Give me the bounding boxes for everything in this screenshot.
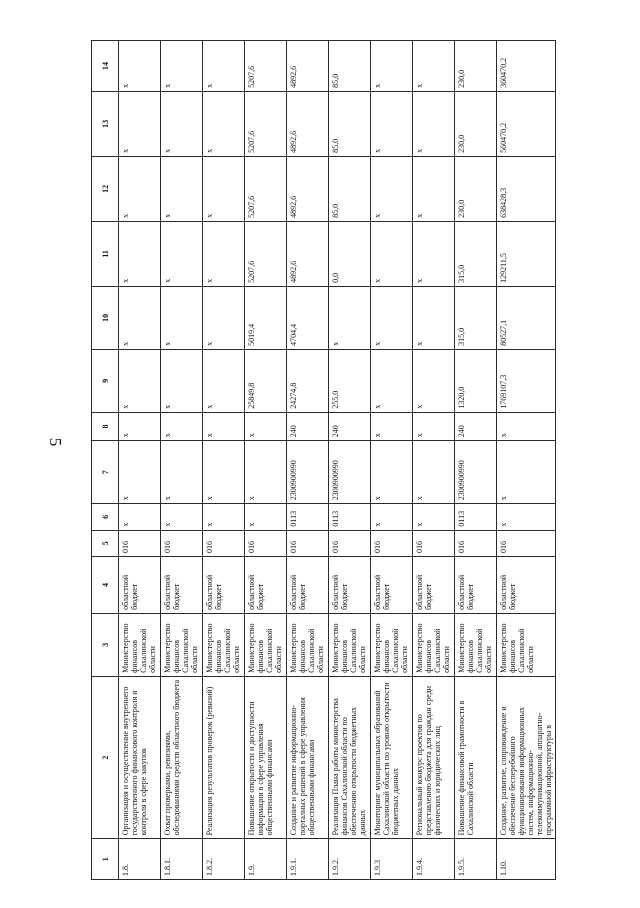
table-cell: 5207,6 bbox=[245, 41, 287, 92]
table-cell: х bbox=[161, 441, 203, 504]
funding-source: областной бюджет bbox=[371, 557, 413, 614]
table-row bbox=[413, 41, 455, 880]
table-cell: х bbox=[119, 504, 161, 530]
table-cell: 255,0 bbox=[329, 349, 371, 412]
table-cell: х bbox=[245, 441, 287, 504]
table-cell: 5207,6 bbox=[245, 156, 287, 221]
row-number: 1.8.2. bbox=[203, 839, 245, 880]
table-cell: х bbox=[119, 441, 161, 504]
column-header: 2 bbox=[92, 676, 119, 839]
table-cell: 016 bbox=[371, 530, 413, 556]
table-cell: 240 bbox=[455, 412, 497, 440]
table-cell: 0113 bbox=[455, 504, 497, 530]
table-cell: х bbox=[161, 349, 203, 412]
table-row bbox=[119, 41, 161, 880]
row-description: Мониторинг муниципальных образований Сахалинской области по уровню открытости бюджетных данных bbox=[371, 676, 413, 839]
table-cell: 016 bbox=[203, 530, 245, 556]
table-row bbox=[329, 41, 371, 880]
table-cell: х bbox=[203, 412, 245, 440]
table-cell: 2300900990 bbox=[329, 441, 371, 504]
responsible-executor: Министерство финансов Сахалинской области bbox=[161, 613, 203, 676]
table-cell: х bbox=[413, 504, 455, 530]
row-number: 1.9.1. bbox=[287, 839, 329, 880]
table-cell: х bbox=[161, 91, 203, 156]
table-cell: 016 bbox=[161, 530, 203, 556]
table-cell: х bbox=[245, 504, 287, 530]
column-header: 14 bbox=[92, 41, 119, 92]
table-cell: 230,0 bbox=[455, 91, 497, 156]
row-description: Повышение финансовой грамотности в Сахалинской области bbox=[455, 676, 497, 839]
column-header: 4 bbox=[92, 557, 119, 614]
table-cell: х bbox=[203, 286, 245, 349]
table-cell: 016 bbox=[119, 530, 161, 556]
table-cell: х bbox=[119, 91, 161, 156]
table-container bbox=[91, 40, 553, 880]
row-description: Создание и развитие информационно-порталных решений в сфере управления общественными финансами bbox=[287, 676, 329, 839]
table-cell: х bbox=[371, 156, 413, 221]
table-cell: х bbox=[203, 221, 245, 286]
row-description: Реализация Плана работы министерства финансов Сахалинской области по обеспечению открытости бюджетных данных bbox=[329, 676, 371, 839]
table-row bbox=[371, 41, 413, 880]
table-cell: х bbox=[203, 41, 245, 92]
row-description: Создание, развитие, сопровождение и обеспечение бесперебойного функционирования информационных систем, информационно-телекоммуникационной, аппаратно-программной инфраструктуры в bbox=[497, 676, 556, 839]
row-number: 1.10. bbox=[497, 839, 556, 880]
row-number: 1.9. bbox=[245, 839, 287, 880]
funding-source: областной бюджет bbox=[413, 557, 455, 614]
table-cell: х bbox=[413, 349, 455, 412]
table-cell: х bbox=[329, 286, 371, 349]
table-cell: 4892,6 bbox=[287, 91, 329, 156]
table-cell: 25849,8 bbox=[245, 349, 287, 412]
row-number: 1.9.3 bbox=[371, 839, 413, 880]
table-cell: 0,0 bbox=[329, 221, 371, 286]
table-cell: х bbox=[119, 41, 161, 92]
funding-source: областной бюджет bbox=[245, 557, 287, 614]
table-cell: 2300900990 bbox=[455, 441, 497, 504]
row-description: Охват проверками, ревизиями, обследованиями средств областного бюджета bbox=[161, 676, 203, 839]
column-header: 9 bbox=[92, 349, 119, 412]
table-cell: 4892,6 bbox=[287, 221, 329, 286]
table-cell: 240 bbox=[329, 412, 371, 440]
table-cell: 230,0 bbox=[455, 156, 497, 221]
column-header: 12 bbox=[92, 156, 119, 221]
responsible-executor: Министерство финансов Сахалинской области bbox=[119, 613, 161, 676]
table-cell: х bbox=[161, 156, 203, 221]
table-cell: х bbox=[413, 156, 455, 221]
table-cell: 638428,3 bbox=[497, 156, 556, 221]
table-row bbox=[161, 41, 203, 880]
table-cell: х bbox=[413, 441, 455, 504]
page-number: 5 bbox=[46, 437, 65, 447]
budget-table bbox=[91, 40, 556, 880]
table-cell: 016 bbox=[413, 530, 455, 556]
funding-source: областной бюджет bbox=[455, 557, 497, 614]
table-cell: х bbox=[371, 286, 413, 349]
table-cell: 016 bbox=[329, 530, 371, 556]
funding-source: областной бюджет bbox=[119, 557, 161, 614]
row-number: 1.9.5. bbox=[455, 839, 497, 880]
column-header: 10 bbox=[92, 286, 119, 349]
responsible-executor: Министерство финансов Сахалинской области bbox=[245, 613, 287, 676]
table-cell: х bbox=[371, 504, 413, 530]
table-cell: х bbox=[497, 504, 556, 530]
table-cell: х bbox=[413, 41, 455, 92]
table-cell: 315,0 bbox=[455, 286, 497, 349]
funding-source: областной бюджет bbox=[203, 557, 245, 614]
table-cell: х bbox=[203, 349, 245, 412]
column-header: 6 bbox=[92, 504, 119, 530]
table-header-row bbox=[92, 41, 119, 880]
table-cell: х bbox=[119, 221, 161, 286]
responsible-executor: Министерство финансов Сахалинской области bbox=[329, 613, 371, 676]
table-cell: 80527,1 bbox=[497, 286, 556, 349]
table-cell: х bbox=[203, 91, 245, 156]
table-cell: х bbox=[161, 412, 203, 440]
table-cell: х bbox=[413, 286, 455, 349]
table-cell: 240 bbox=[287, 412, 329, 440]
table-cell: х bbox=[413, 91, 455, 156]
responsible-executor: Министерство финансов Сахалинской области bbox=[287, 613, 329, 676]
table-cell: х bbox=[119, 412, 161, 440]
table-cell: х bbox=[245, 412, 287, 440]
table-row bbox=[287, 41, 329, 880]
table-cell: 360470,2 bbox=[497, 41, 556, 92]
table-row bbox=[245, 41, 287, 880]
table-cell: 230,0 bbox=[455, 41, 497, 92]
column-header: 8 bbox=[92, 412, 119, 440]
table-cell: 5207,6 bbox=[245, 91, 287, 156]
table-row bbox=[203, 41, 245, 880]
table-cell: х bbox=[413, 412, 455, 440]
table-cell: 2300900990 bbox=[287, 441, 329, 504]
table-cell: х bbox=[203, 504, 245, 530]
table-cell: х bbox=[203, 441, 245, 504]
funding-source: областной бюджет bbox=[161, 557, 203, 614]
table-cell: х bbox=[371, 221, 413, 286]
row-number: 1.8. bbox=[119, 839, 161, 880]
row-description: Реализация результатов проверок (ревизий) bbox=[203, 676, 245, 839]
table-row bbox=[497, 41, 556, 880]
table-cell: 85,0 bbox=[329, 41, 371, 92]
table-cell: 4704,4 bbox=[287, 286, 329, 349]
table-cell: 016 bbox=[455, 530, 497, 556]
table-cell: х bbox=[161, 504, 203, 530]
funding-source: областной бюджет bbox=[329, 557, 371, 614]
row-description: Региональный конкурс проектов по представлению бюджета для граждан среди физических и юридических лиц bbox=[413, 676, 455, 839]
table-cell: х bbox=[413, 221, 455, 286]
row-number: 1.9.2. bbox=[329, 839, 371, 880]
table-cell: 0113 bbox=[329, 504, 371, 530]
column-header: 11 bbox=[92, 221, 119, 286]
table-cell: 1320,0 bbox=[455, 349, 497, 412]
column-header: 7 bbox=[92, 441, 119, 504]
table-cell: х bbox=[371, 41, 413, 92]
responsible-executor: Министерство финансов Сахалинской области bbox=[413, 613, 455, 676]
table-cell: х bbox=[119, 349, 161, 412]
column-header: 5 bbox=[92, 530, 119, 556]
table-cell: х bbox=[203, 156, 245, 221]
responsible-executor: Министерство финансов Сахалинской области bbox=[371, 613, 413, 676]
responsible-executor: Министерство финансов Сахалинской области bbox=[455, 613, 497, 676]
table-cell: 85,0 bbox=[329, 156, 371, 221]
table-cell: 560470,2 bbox=[497, 91, 556, 156]
table-cell: х bbox=[119, 156, 161, 221]
table-cell: 4892,6 bbox=[287, 156, 329, 221]
funding-source: областной бюджет bbox=[287, 557, 329, 614]
table-cell: х bbox=[497, 441, 556, 504]
table-cell: 016 bbox=[245, 530, 287, 556]
table-cell: 5019,4 bbox=[245, 286, 287, 349]
table-cell: 1769107,3 bbox=[497, 349, 556, 412]
row-number: 1.8.1. bbox=[161, 839, 203, 880]
table-cell: 129211,5 bbox=[497, 221, 556, 286]
table-cell: х bbox=[371, 91, 413, 156]
table-cell: 016 bbox=[497, 530, 556, 556]
table-cell: 24274,8 bbox=[287, 349, 329, 412]
responsible-executor: Министерство финансов Сахалинской области bbox=[203, 613, 245, 676]
column-header: 13 bbox=[92, 91, 119, 156]
row-description: Организация и осуществление внутреннего государственного финансового контроля и контроля в сфере закупок bbox=[119, 676, 161, 839]
row-description: Повышение открытости и доступности информации в сфере управления общественными финансами bbox=[245, 676, 287, 839]
table-cell: х bbox=[161, 286, 203, 349]
row-number: 1.9.4. bbox=[413, 839, 455, 880]
table-cell: х bbox=[371, 349, 413, 412]
table-cell: х bbox=[119, 286, 161, 349]
column-header: 1 bbox=[92, 839, 119, 880]
table-cell: х bbox=[371, 412, 413, 440]
table-cell: х bbox=[371, 441, 413, 504]
table-cell: х bbox=[497, 412, 556, 440]
table-row bbox=[455, 41, 497, 880]
table-cell: 85,0 bbox=[329, 91, 371, 156]
table-cell: 5207,6 bbox=[245, 221, 287, 286]
funding-source: областной бюджет bbox=[497, 557, 556, 614]
table-cell: 315,0 bbox=[455, 221, 497, 286]
table-cell: 4892,6 bbox=[287, 41, 329, 92]
responsible-executor: Министерство финансов Сахалинской области bbox=[497, 613, 556, 676]
table-cell: х bbox=[161, 41, 203, 92]
table-cell: 016 bbox=[287, 530, 329, 556]
column-header: 3 bbox=[92, 613, 119, 676]
table-cell: х bbox=[161, 221, 203, 286]
table-cell: 0113 bbox=[287, 504, 329, 530]
